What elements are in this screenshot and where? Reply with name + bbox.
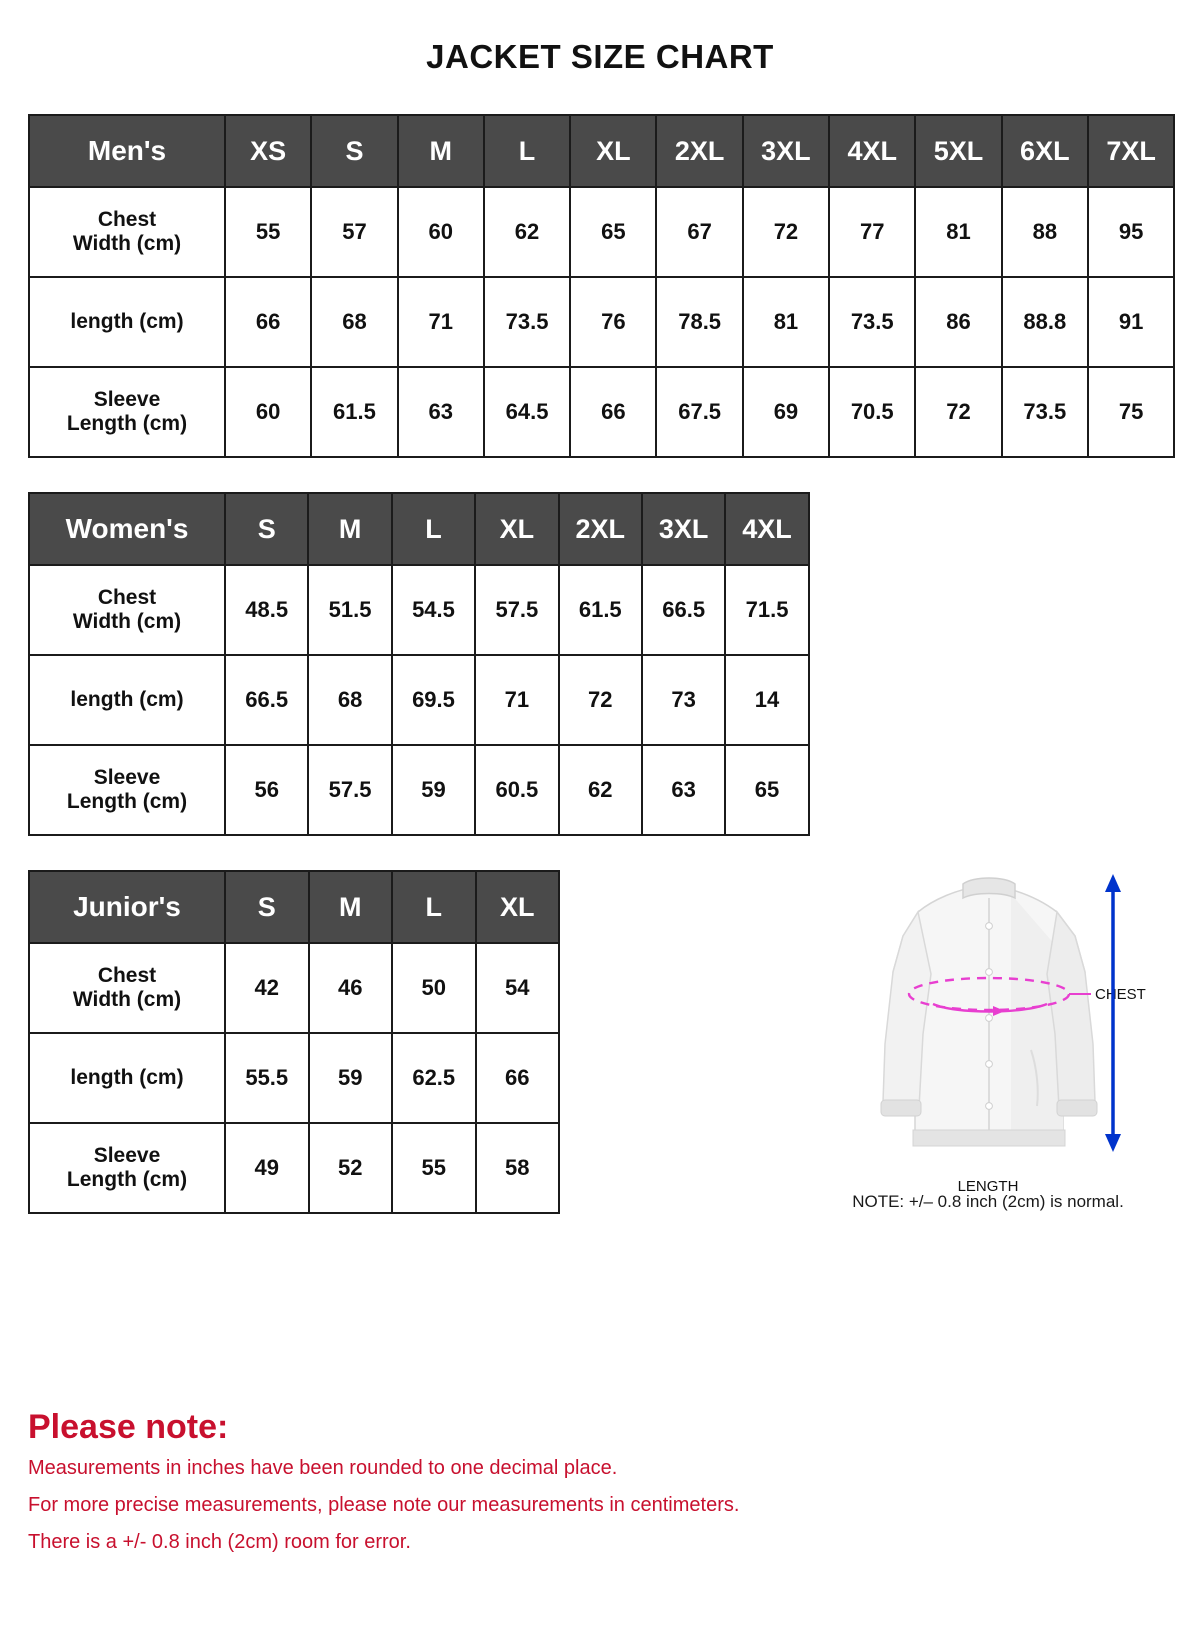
cell: 66 (225, 277, 311, 367)
cell: 51.5 (308, 565, 391, 655)
row-label-length (29, 655, 225, 745)
size-header-3xl: 3XL (743, 115, 829, 187)
cell: 54 (476, 943, 560, 1033)
cell: 72 (743, 187, 829, 277)
size-chart-page (0, 38, 1200, 1648)
table-row (29, 943, 559, 1033)
cell: 67 (656, 187, 742, 277)
womens-table-wrapper (0, 492, 1200, 836)
cell: 62 (559, 745, 642, 835)
note-line-2: For more precise measurements, please note our measurements in centimeters. (28, 1494, 740, 1516)
cell: 77 (829, 187, 915, 277)
cell: 81 (915, 187, 1001, 277)
table-row (29, 277, 1174, 367)
size-header-6xl: 6XL (1002, 115, 1088, 187)
cell: 57 (311, 187, 397, 277)
table-row (29, 565, 809, 655)
table-row (29, 367, 1174, 457)
page-title: JACKET SIZE CHART (426, 38, 774, 75)
size-header-xl: XL (475, 493, 558, 565)
row-label-line2: Length (cm) (66, 790, 188, 813)
cell: 73.5 (484, 277, 570, 367)
cell: 67.5 (656, 367, 742, 457)
measurement-diagram-panel (818, 854, 1158, 1212)
cell: 88.8 (1002, 277, 1088, 367)
juniors-and-diagram (0, 870, 1200, 1214)
cell: 57.5 (308, 745, 391, 835)
cell: 62.5 (392, 1033, 476, 1123)
note-line-1: Measurements in inches have been rounded to one decimal place. (28, 1457, 618, 1479)
mens-size-table (28, 114, 1175, 458)
table-row (29, 655, 809, 745)
mens-table-wrapper (0, 114, 1200, 458)
note-line-3: There is a +/- 0.8 inch (2cm) room for error. (28, 1531, 411, 1553)
cell: 46 (309, 943, 393, 1033)
cell: 88 (1002, 187, 1088, 277)
row-label-chest-width (29, 565, 225, 655)
cell: 66 (570, 367, 656, 457)
row-label-line1: Sleeve (93, 1143, 161, 1167)
table-row (29, 1033, 559, 1123)
cell: 50 (392, 943, 476, 1033)
cell: 60 (225, 367, 311, 457)
cell: 58 (476, 1123, 560, 1213)
row-label-line2: Width (cm) (72, 232, 182, 255)
size-header-2xl: 2XL (559, 493, 642, 565)
size-header-5xl: 5XL (915, 115, 1001, 187)
row-label-line2: Length (cm) (66, 412, 188, 435)
cell: 48.5 (225, 565, 308, 655)
cell: 59 (392, 745, 475, 835)
cell: 73.5 (1002, 367, 1088, 457)
cell: 66.5 (225, 655, 308, 745)
row-label-chest-width (29, 187, 225, 277)
size-header-m: M (398, 115, 484, 187)
row-label-line2: Length (cm) (66, 1168, 188, 1191)
cell: 78.5 (656, 277, 742, 367)
cell: 75 (1088, 367, 1174, 457)
cell: 63 (398, 367, 484, 457)
cell: 52 (309, 1123, 393, 1213)
size-header-m: M (308, 493, 391, 565)
cell: 64.5 (484, 367, 570, 457)
row-label-line1: Chest (97, 207, 157, 231)
size-header-s: S (311, 115, 397, 187)
row-label-line2: Width (cm) (72, 988, 182, 1011)
chest-label: CHEST (1095, 986, 1146, 1003)
cell: 55.5 (225, 1033, 309, 1123)
cell: 73.5 (829, 277, 915, 367)
juniors-corner-label: Junior's (29, 871, 225, 943)
cell: 65 (570, 187, 656, 277)
cell: 55 (225, 187, 311, 277)
cell: 65 (725, 745, 808, 835)
cell: 91 (1088, 277, 1174, 367)
cell: 86 (915, 277, 1001, 367)
size-header-l: L (484, 115, 570, 187)
table-row (29, 1123, 559, 1213)
cell: 60 (398, 187, 484, 277)
size-header-xs: XS (225, 115, 311, 187)
notes-section (0, 1408, 1200, 1568)
cell: 81 (743, 277, 829, 367)
cell: 57.5 (475, 565, 558, 655)
table-header-row (29, 871, 559, 943)
row-label-line2: Width (cm) (72, 610, 182, 633)
jacket-illustration-icon (823, 854, 1153, 1184)
juniors-size-table (28, 870, 560, 1214)
cell: 14 (725, 655, 808, 745)
cell: 68 (308, 655, 391, 745)
cell: 49 (225, 1123, 309, 1213)
cell: 69.5 (392, 655, 475, 745)
size-header-l: L (392, 871, 476, 943)
cell: 55 (392, 1123, 476, 1213)
cell: 68 (311, 277, 397, 367)
size-header-2xl: 2XL (656, 115, 742, 187)
row-label-line1: Sleeve (93, 765, 161, 789)
cell: 69 (743, 367, 829, 457)
table-header-row (29, 493, 809, 565)
length-label: LENGTH (957, 1178, 1019, 1195)
row-label-chest-width (29, 943, 225, 1033)
cell: 95 (1088, 187, 1174, 277)
table-header-row (29, 115, 1174, 187)
cell: 56 (225, 745, 308, 835)
row-label-line1: length (cm) (70, 309, 184, 333)
table-row (29, 745, 809, 835)
measurement-tolerance-note: NOTE: +/– 0.8 inch (2cm) is normal. (852, 1192, 1124, 1211)
size-header-s: S (225, 493, 308, 565)
size-header-xl: XL (476, 871, 560, 943)
row-label-length (29, 277, 225, 367)
size-header-4xl: 4XL (829, 115, 915, 187)
cell: 76 (570, 277, 656, 367)
cell: 63 (642, 745, 725, 835)
row-label-line1: Chest (97, 585, 157, 609)
size-header-l: L (392, 493, 475, 565)
size-header-3xl: 3XL (642, 493, 725, 565)
row-label-line1: Chest (97, 963, 157, 987)
please-note-heading: Please note: (28, 1408, 229, 1446)
cell: 66 (476, 1033, 560, 1123)
mens-corner-label: Men's (29, 115, 225, 187)
cell: 62 (484, 187, 570, 277)
row-label-length (29, 1033, 225, 1123)
cell: 42 (225, 943, 309, 1033)
womens-size-table (28, 492, 810, 836)
row-label-sleeve-length (29, 367, 225, 457)
cell: 71 (398, 277, 484, 367)
row-label-sleeve-length (29, 1123, 225, 1213)
size-header-4xl: 4XL (725, 493, 808, 565)
cell: 66.5 (642, 565, 725, 655)
cell: 54.5 (392, 565, 475, 655)
size-header-xl: XL (570, 115, 656, 187)
size-header-s: S (225, 871, 309, 943)
table-row (29, 187, 1174, 277)
cell: 70.5 (829, 367, 915, 457)
row-label-line1: length (cm) (70, 1065, 184, 1089)
cell: 60.5 (475, 745, 558, 835)
row-label-line1: length (cm) (70, 687, 184, 711)
cell: 71 (475, 655, 558, 745)
size-header-m: M (309, 871, 393, 943)
jacket-figure (823, 854, 1153, 1195)
cell: 72 (915, 367, 1001, 457)
womens-corner-label: Women's (29, 493, 225, 565)
cell: 59 (309, 1033, 393, 1123)
cell: 71.5 (725, 565, 808, 655)
cell: 72 (559, 655, 642, 745)
cell: 61.5 (311, 367, 397, 457)
row-label-sleeve-length (29, 745, 225, 835)
row-label-line1: Sleeve (93, 387, 161, 411)
cell: 73 (642, 655, 725, 745)
size-header-7xl: 7XL (1088, 115, 1174, 187)
cell: 61.5 (559, 565, 642, 655)
